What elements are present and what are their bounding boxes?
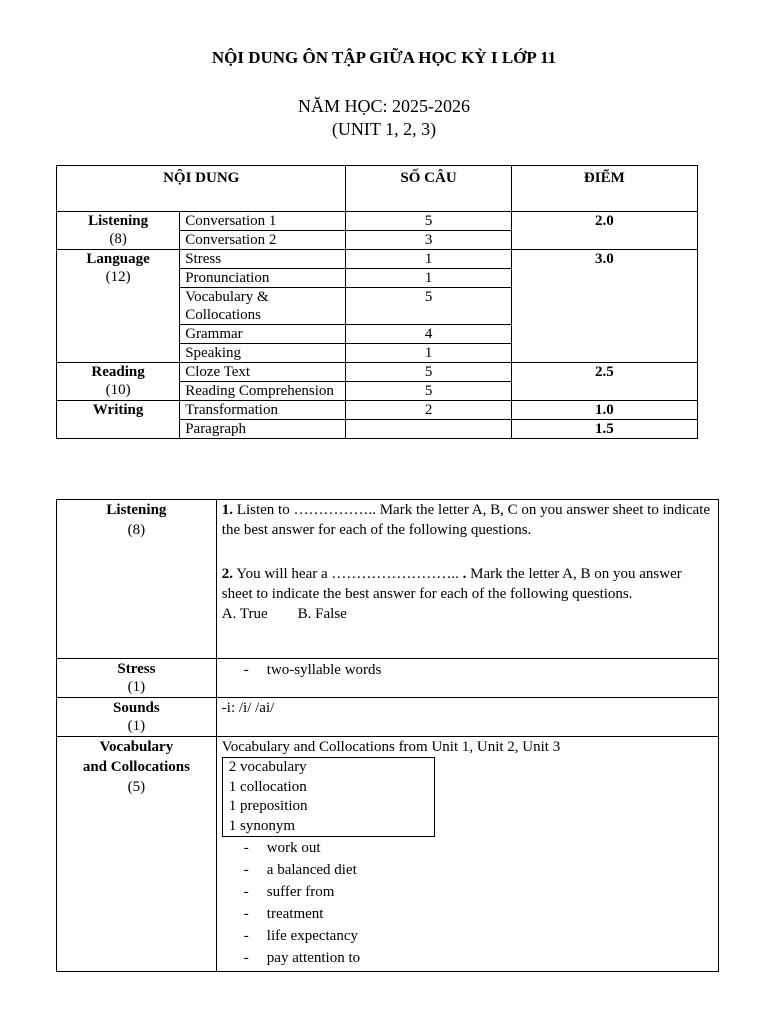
list-item: - work out [244,837,713,859]
stress-list [222,659,713,681]
table-row [57,212,698,231]
summary-header-row [57,166,698,212]
section-count: (10) [105,382,131,398]
section-name-line1: Vocabulary [99,739,174,755]
list-item: - pay attention to [244,947,713,969]
item-count: 1 [346,344,511,363]
units-label: (UNIT 1, 2, 3) [331,119,437,139]
table-row [57,698,719,737]
listening-question-2 [222,564,713,604]
table-row [57,401,698,420]
item-count: 5 [346,363,511,382]
item-count: 3 [346,231,511,250]
section-writing: Writing [57,401,180,420]
section-score: 3.0 [511,250,697,363]
breakdown-item: 1 synonym [228,817,296,834]
header-content: NỘI DUNG [57,166,346,212]
item-count: 5 [346,382,511,401]
item-count [346,420,511,439]
vocabulary-intro: Vocabulary and Collocations from Unit 1, Unit 2, Unit 3 [221,739,561,755]
section-name: Reading [91,364,145,380]
detail-table [56,499,719,972]
section-count: (8) [109,231,127,247]
list-item: - two-syllable words [244,659,713,681]
summary-table [56,165,698,439]
item-count: 1 [346,269,511,288]
section-name: Sounds [113,700,160,716]
item-count: 1 [346,250,511,269]
section-count: (12) [105,269,131,285]
table-row [57,363,698,382]
section-count: (1) [127,679,146,695]
item-label: Cloze Text [180,363,346,382]
question-number: 2. [221,566,234,582]
section-name-line2: and Collocations [82,759,190,775]
stress-content [216,659,718,698]
document-subtitle [0,95,768,141]
section-score: 2.0 [511,212,697,250]
section-count: (1) [127,718,146,734]
document-title: NỘI DUNG ÔN TẬP GIỮA HỌC KỲ I LỚP 11 [211,48,557,67]
question-text: Listen to …………….. Mark the letter A, B, C on you answer sheet to indicate the best answer for each of the following questions. [221,502,711,538]
question-dot: . [462,566,467,582]
question-text-rest: Mark the letter A, B on you answer sheet to indicate the best answer for each of the following questions. [221,566,682,602]
item-score: 1.5 [511,420,697,439]
section-name: Listening [106,502,167,518]
detail-section-vocabulary [57,737,217,972]
section-name: Language [86,251,150,267]
table-row [57,500,719,659]
section-count: (5) [127,779,146,795]
table-row [57,250,698,269]
item-label: Conversation 2 [180,231,346,250]
list-item: - life expectancy [244,925,713,947]
item-count: 5 [346,212,511,231]
table-row [57,737,719,972]
detail-section-stress [57,659,217,698]
sounds-content: -i: /i/ /ai/ [216,698,718,737]
breakdown-item: 1 preposition [228,798,308,814]
question-number: 1. [221,502,234,518]
item-label: Pronunciation [180,269,346,288]
item-label: Transformation [180,401,346,420]
vocabulary-content [216,737,718,972]
item-label: Reading Comprehension [180,382,346,401]
item-label: Vocabulary & Collocations [180,288,346,325]
listening-content [216,500,718,659]
header-score: ĐIỂM [511,166,697,212]
detail-section-sounds [57,698,217,737]
table-row [57,659,719,698]
section-writing-cont [57,420,180,439]
section-listening [57,212,180,250]
breakdown-item: 1 collocation [228,778,307,795]
item-label: Speaking [180,344,346,363]
list-item: - suffer from [244,881,713,903]
item-count: 2 [346,401,511,420]
table-row [57,420,698,439]
section-name: Stress [117,661,156,677]
list-item: - treatment [244,903,713,925]
item-label: Conversation 1 [180,212,346,231]
vocabulary-list [222,837,713,969]
item-label: Grammar [180,325,346,344]
item-score: 1.0 [511,401,697,420]
question-text: You will hear a …………………….. [233,566,463,582]
item-label: Stress [180,250,346,269]
detail-section-listening [57,500,217,659]
breakdown-item: 2 vocabulary [228,759,307,775]
header-count: SỐ CÂU [346,166,511,212]
listening-question-1 [222,500,713,540]
item-label: Paragraph [180,420,346,439]
answer-options: A. True B. False [221,606,347,622]
section-score: 2.5 [511,363,697,401]
school-year: NĂM HỌC: 2025-2026 [297,96,470,116]
section-reading [57,363,180,401]
section-language [57,250,180,363]
section-count: (8) [127,522,146,538]
vocabulary-breakdown-box [222,757,435,837]
list-item: - a balanced diet [244,859,713,881]
item-count: 4 [346,325,511,344]
section-name: Listening [88,213,149,229]
item-count: 5 [346,288,511,325]
